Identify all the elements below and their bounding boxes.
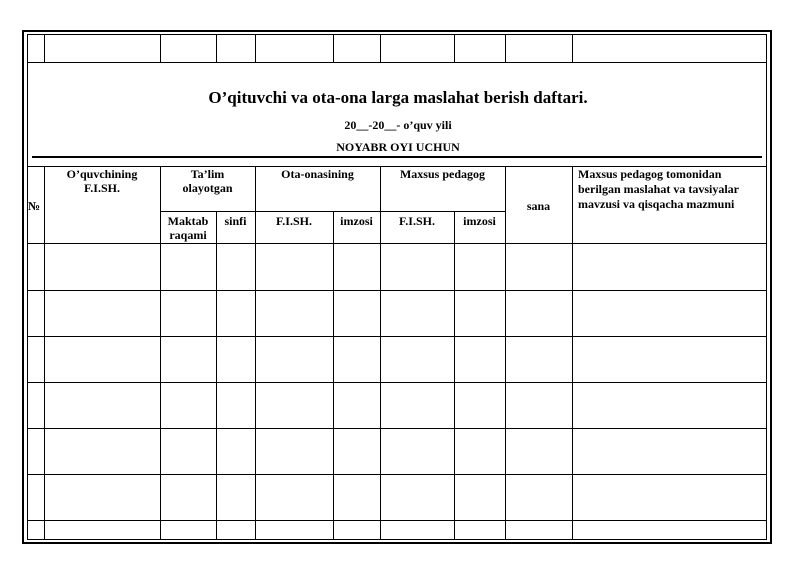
- header-parent-name: F.I.SH.: [276, 214, 312, 228]
- header-date: sana: [526, 199, 551, 213]
- academic-year-line: 20__-20__- o’quv yili: [344, 118, 452, 132]
- document-title: O’qituvchi va ota-ona larga maslahat berish daftari.: [208, 88, 588, 107]
- header-parent: Ota-onasining: [281, 167, 354, 181]
- header-pedagog: Maxsus pedagog: [399, 167, 485, 181]
- header-school-line2: raqami: [169, 228, 207, 242]
- header-education-line2: olayotgan: [182, 181, 233, 195]
- header-student-line1: O’quvchining: [66, 167, 138, 181]
- header-school-line1: Maktab: [167, 214, 209, 228]
- header-grade: sinfi: [224, 214, 247, 228]
- header-number: №: [27, 199, 41, 213]
- header-student-line2: F.I.SH.: [84, 181, 120, 195]
- title-underline: [32, 156, 762, 158]
- header-parent-signature: imzosi: [340, 214, 373, 228]
- header-pedagog-name: F.I.SH.: [399, 214, 435, 228]
- page-border-inner: [27, 34, 767, 540]
- header-education-line1: Ta’lim: [190, 167, 225, 181]
- header-advice-line2: berilgan maslahat va tavsiyalar: [578, 182, 739, 196]
- header-pedagog-signature: imzosi: [463, 214, 496, 228]
- header-advice-line1: Maxsus pedagog tomonidan: [578, 167, 722, 181]
- month-line: NOYABR OYI UCHUN: [336, 140, 460, 154]
- header-advice-line3: mavzusi va qisqacha mazmuni: [578, 197, 735, 211]
